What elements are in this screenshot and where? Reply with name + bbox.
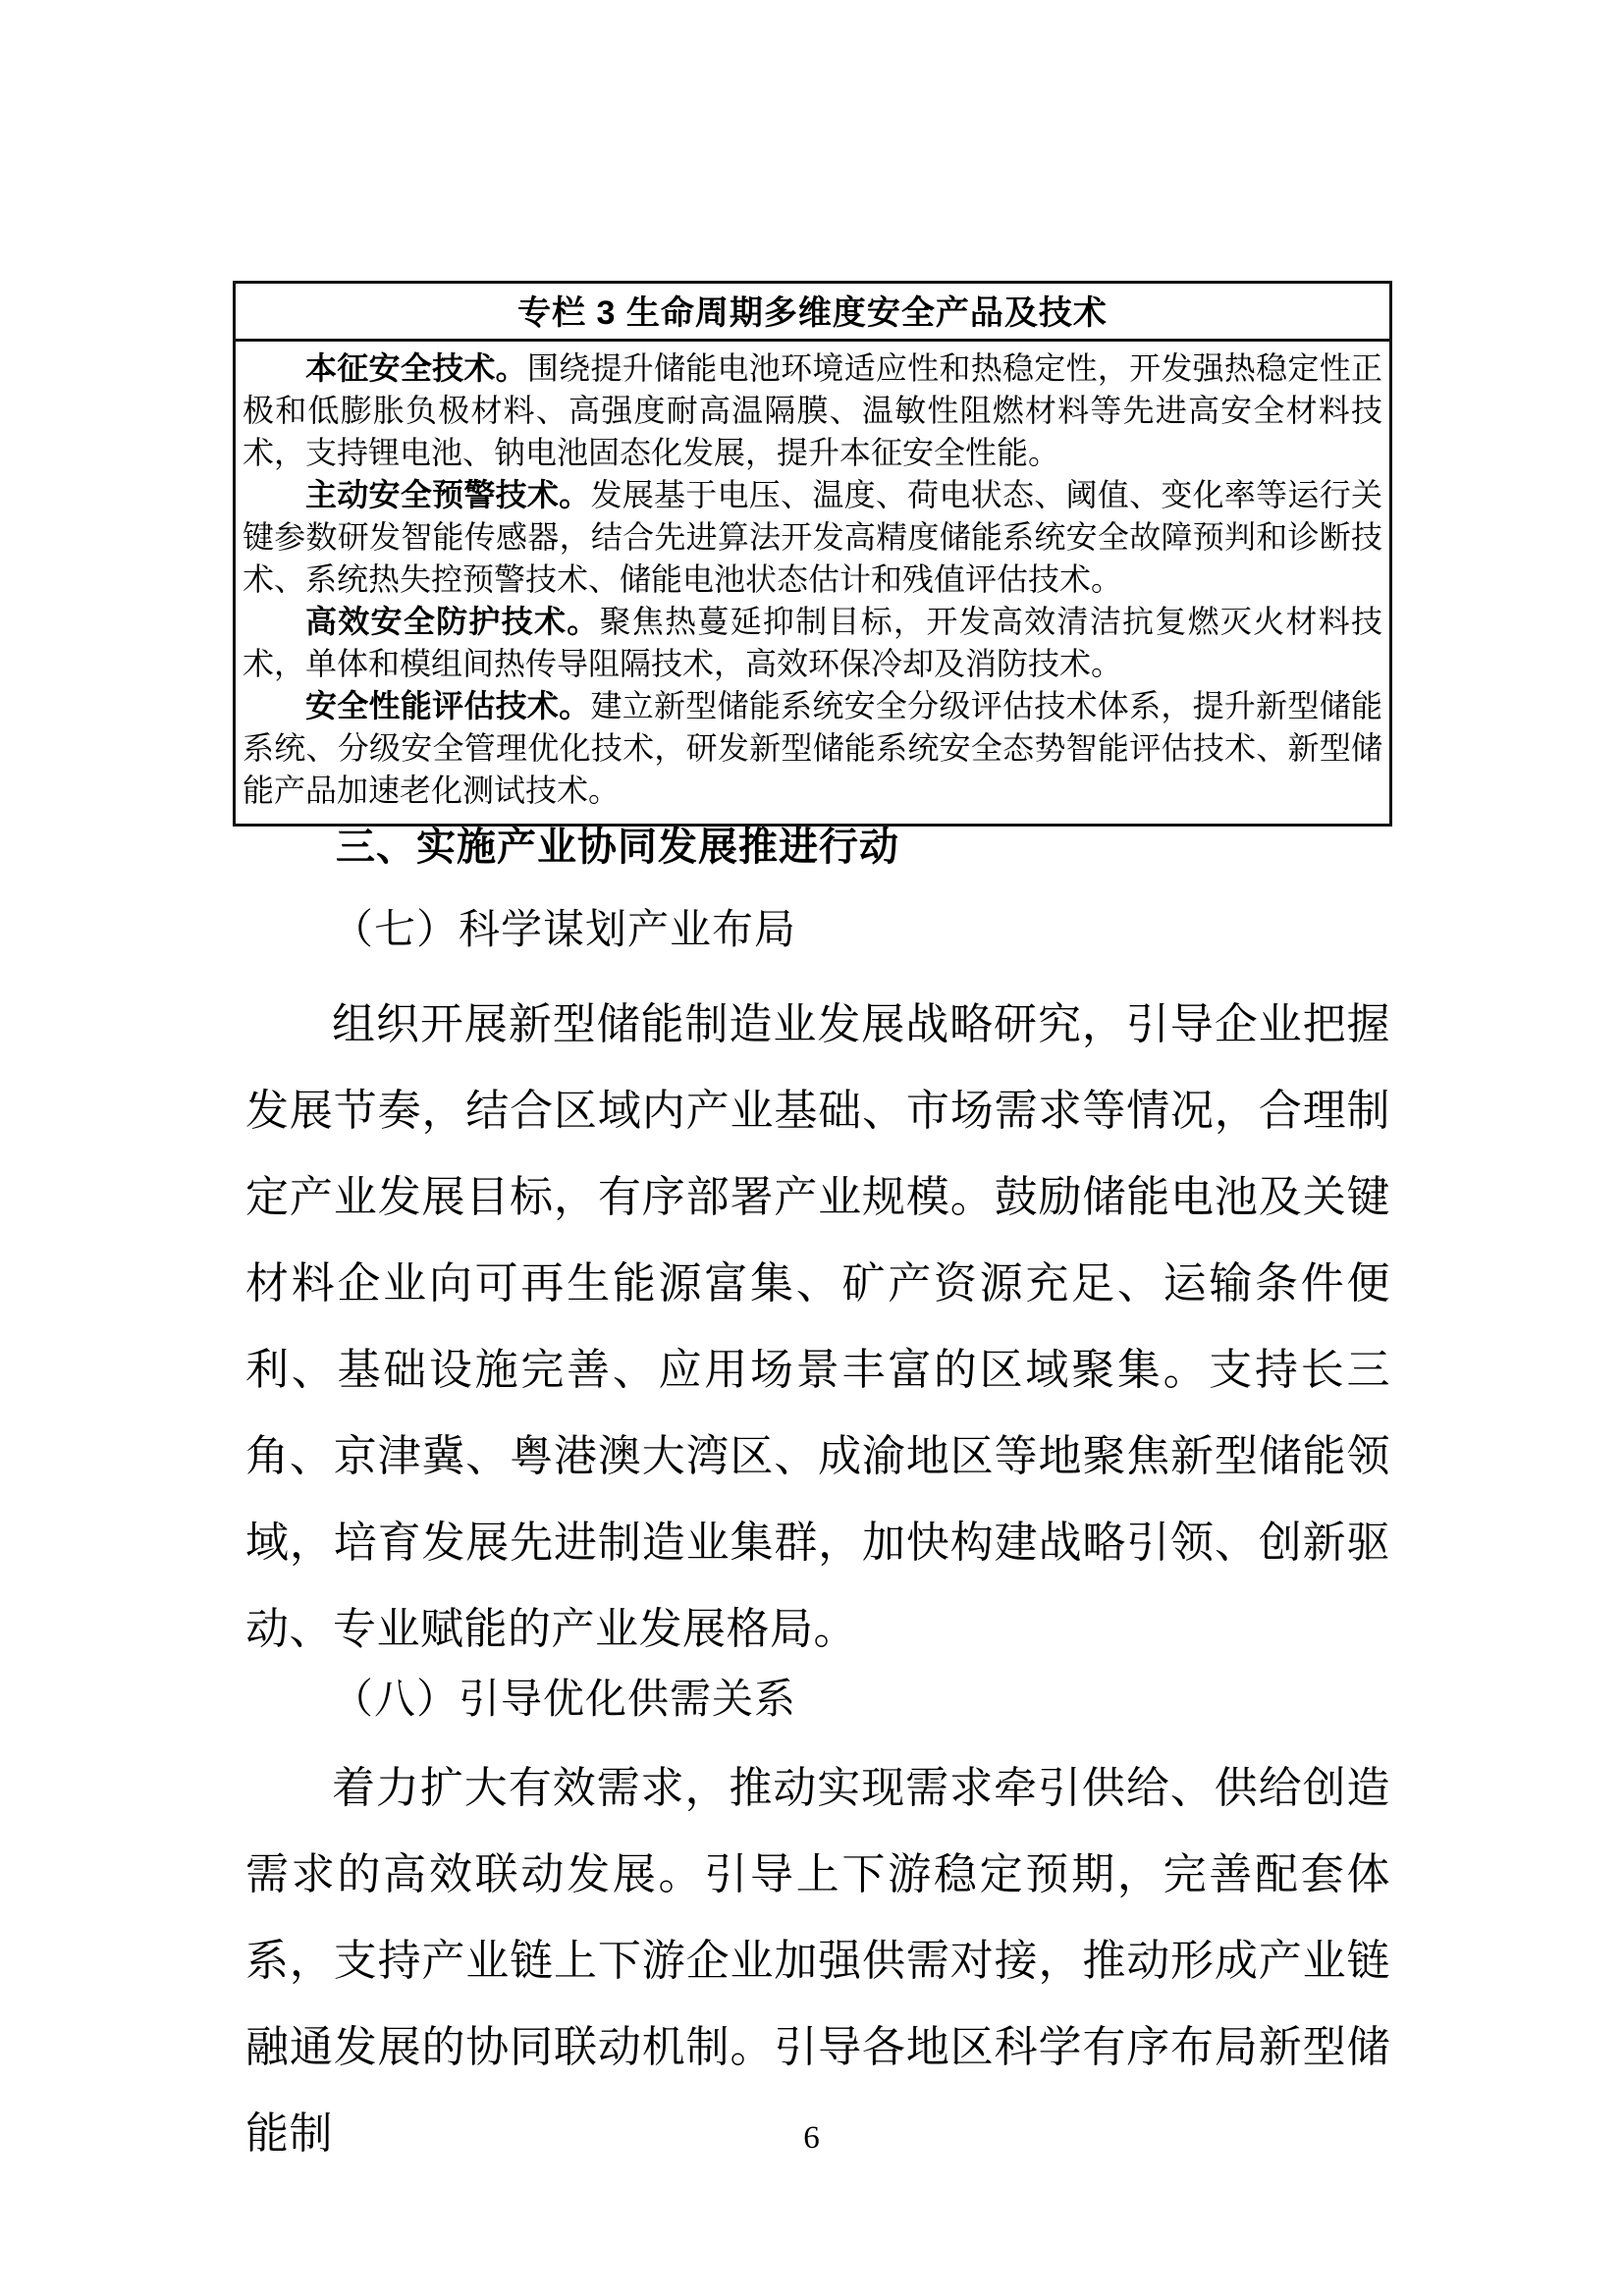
page-number: 6 bbox=[803, 2120, 820, 2156]
subsection-heading-7: （七）科学谋划产业布局 bbox=[332, 908, 797, 953]
box-paragraph-text: 发展基于电压、温度、荷电状态、阈值、变化率等运行关键参数研发智能传感器，结合先进算法开发高精度储能系统安全故障预判和诊断技术、系统热失控预警技术、储能电池状态估计和残值评估技术。 bbox=[243, 477, 1382, 597]
callout-box-body bbox=[236, 342, 1389, 824]
body-paragraph-supply-demand: 着力扩大有效需求，推动实现需求牵引供给、供给创造需求的高效联动发展。引导上下游稳定预期，完善配套体系，支持产业链上下游企业加强供需对接，推动形成产业链融通发展的协同联动机制。引导各地区科学有序布局新型储能制 bbox=[245, 1764, 1390, 2158]
box-paragraph-lead: 高效安全防护技术。 bbox=[305, 604, 600, 639]
box-paragraph-text: 聚焦热蔓延抑制目标，开发高效清洁抗复燃灭火材料技术，单体和模组间热传导阻隔技术，高效环保冷却及消防技术。 bbox=[243, 604, 1382, 681]
callout-box-title: 专栏 3 生命周期多维度安全产品及技术 bbox=[236, 284, 1389, 342]
box-paragraph-evaluation bbox=[243, 685, 1382, 812]
box-paragraph-text: 围绕提升储能电池环境适应性和热稳定性，开发强热稳定性正极和低膨胀负极材料、高强度耐高温隔膜、温敏性阻燃材料等先进高安全材料技术，支持锂电池、钠电池固态化发展，提升本征安全性能。 bbox=[243, 350, 1382, 470]
subsection-heading-8: （八）引导优化供需关系 bbox=[332, 1678, 797, 1723]
box-paragraph-intrinsic-safety bbox=[243, 347, 1382, 474]
box-paragraph-lead: 本征安全技术。 bbox=[305, 350, 527, 386]
body-paragraph-industry-layout: 组织开展新型储能制造业发展战略研究，引导企业把握发展节奏，结合区域内产业基础、市场需求等情况，合理制定产业发展目标，有序部署产业规模。鼓励储能电池及关键材料企业向可再生能源富集、矿产资源充足、运输条件便利、基础设施完善、应用场景丰富的区域聚集。支持长三角、京津冀、粤港澳大湾区、成渝地区等地聚焦新型储能领域，培育发展先进制造业集群，加快构建战略引领、创新驱动、专业赋能的产业发展格局。 bbox=[245, 1000, 1390, 1653]
section-heading-3: 三、实施产业协同发展推进行动 bbox=[336, 826, 899, 869]
box-paragraph-text: 建立新型储能系统安全分级评估技术体系，提升新型储能系统、分级安全管理优化技术，研发新型储能系统安全态势智能评估技术、新型储能产品加速老化测试技术。 bbox=[243, 688, 1382, 808]
box-paragraph-lead: 主动安全预警技术。 bbox=[305, 477, 591, 512]
callout-box-column3 bbox=[233, 281, 1392, 827]
box-paragraph-active-warning bbox=[243, 474, 1382, 601]
box-paragraph-protection bbox=[243, 601, 1382, 685]
box-paragraph-lead: 安全性能评估技术。 bbox=[305, 688, 591, 723]
